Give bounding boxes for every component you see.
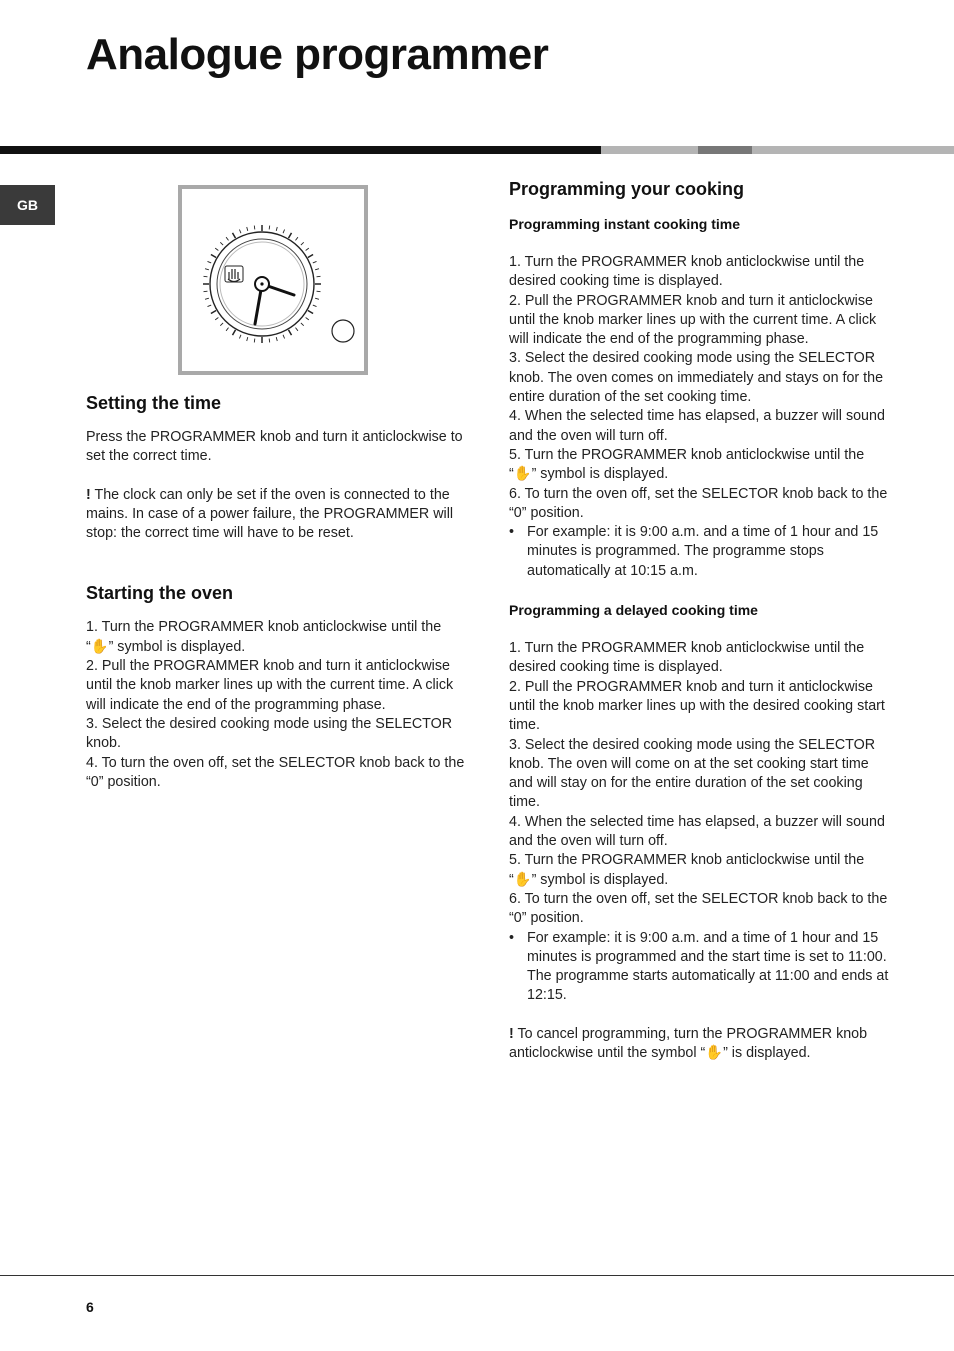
instant-step-1: 1. Turn the PROGRAMMER knob anticlockwise until the desired cooking time is displayed.: [509, 254, 865, 290]
dial-tick: [233, 330, 236, 335]
dial-tick: [215, 317, 218, 319]
hand-symbol-icon: ✋: [513, 871, 532, 888]
dial-tick: [254, 339, 255, 343]
delayed-step-6: 6. To turn the oven off, set the SELECTOR knob back to the “0” position.: [509, 890, 888, 927]
dial-tick: [205, 269, 209, 270]
delayed-step-3: 3. Select the desired cooking mode using the SELECTOR knob. The oven will come on at the set cooking start time and will stay on for the entire duration of the set cooking time.: [509, 736, 876, 811]
dial-center-dot: [260, 282, 263, 285]
bullet-mark: •: [509, 929, 515, 946]
instant-step-5: [509, 446, 889, 485]
dial-tick: [204, 291, 208, 292]
starting-step-2: 2. Pull the PROGRAMMER knob and turn it anticlockwise until the knob marker lines up with the current time. A click will indicate the end of the programming phase.: [86, 658, 454, 713]
step-text: ” symbol is displayed.: [531, 466, 669, 483]
footer-rule: [0, 1275, 954, 1276]
delayed-step-4: 4. When the selected time has elapsed, a buzzer will sound and the oven will turn off.: [509, 813, 885, 850]
header-rule-dark-grey: [698, 146, 752, 154]
dial-tick: [226, 237, 228, 240]
dial-tick: [205, 298, 209, 299]
right-column: [509, 176, 889, 1063]
dial-tick: [207, 261, 211, 263]
example-text: For example: it is 9:00 a.m. and a time of 1 hour and 15 minutes is programmed. The programme stops automatically at 10:15 a.m.: [527, 524, 879, 579]
dial-tick: [301, 323, 304, 326]
delayed-step-5: [509, 851, 889, 890]
step-text: ” symbol is displayed.: [108, 638, 246, 655]
example-text: For example: it is 9:00 a.m. and a time of 1 hour and 15 minutes is programmed and the start time is set to 11:00. The programme starts automatically at 11:00 and ends at 12:15.: [527, 929, 889, 1004]
dial-tick: [308, 311, 313, 314]
step-text: 1. Turn the PROGRAMMER knob anticlockwise until the “: [86, 619, 442, 655]
instant-step-6: 6. To turn the oven off, set the SELECTOR knob back to the “0” position.: [509, 485, 888, 521]
dial-tick: [315, 298, 319, 299]
dial-tick: [220, 242, 223, 245]
instant-example: [509, 523, 889, 581]
dial-tick: [313, 305, 317, 307]
programmer-knob-illustration: [178, 185, 368, 375]
programmer-dial-icon: [182, 189, 364, 371]
step-text: 5. Turn the PROGRAMMER knob anticlockwise until the “: [509, 852, 865, 888]
bullet-mark: •: [509, 524, 515, 541]
dial-tick: [306, 317, 309, 319]
header-rule-black: [0, 146, 601, 154]
dial-tick: [247, 227, 248, 231]
delayed-step-2: 2. Pull the PROGRAMMER knob and turn it anticlockwise until the knob marker lines up with the desired cooking start time.: [509, 678, 885, 734]
step-text: 5. Turn the PROGRAMMER knob anticlockwise until the “: [509, 446, 865, 483]
dial-tick: [315, 269, 319, 270]
language-tab: GB: [0, 185, 55, 225]
dial-tick: [276, 337, 277, 341]
header-rule-grey: [601, 146, 698, 154]
starting-step-3: 3. Select the desired cooking mode using the SELECTOR knob.: [86, 715, 453, 752]
dial-tick: [306, 248, 309, 250]
instant-step-4: 4. When the selected time has elapsed, a buzzer will sound and the oven will turn off.: [509, 408, 885, 444]
dial-tick: [269, 226, 270, 230]
header-rule-grey: [752, 146, 954, 154]
dial-tick: [283, 335, 285, 339]
dial-tick: [276, 227, 277, 231]
dial-tick: [295, 328, 297, 331]
programming-heading: Programming your cooking: [509, 179, 745, 199]
dial-tick: [317, 291, 321, 292]
dial-tick: [295, 237, 297, 240]
left-column: [86, 390, 466, 792]
instant-subheading: Programming instant cooking time: [509, 216, 741, 232]
setting-time-warning: [86, 486, 466, 544]
dial-tick: [239, 335, 241, 339]
cancel-text: To cancel programming, turn the PROGRAMMER knob anticlockwise until the symbol “: [509, 1025, 868, 1061]
hand-symbol-icon: ✋: [513, 466, 532, 483]
dial-tick: [254, 226, 255, 230]
dial-tick: [239, 229, 241, 233]
dial-tick: [215, 248, 218, 250]
dial-tick: [289, 233, 292, 238]
dial-tick: [283, 229, 285, 233]
dial-tick: [226, 328, 228, 331]
warning-mark: !: [86, 486, 91, 503]
dial-tick: [308, 255, 313, 258]
starting-oven-heading: Starting the oven: [86, 583, 234, 604]
warning-text: The clock can only be set if the oven is connected to the mains. In case of a power failure, the PROGRAMMER will stop: the correct time will have to be reset.: [86, 486, 454, 542]
warning-mark: !: [509, 1025, 514, 1042]
step-text: ” symbol is displayed.: [531, 871, 669, 888]
dial-tick: [289, 330, 292, 335]
page-title: Analogue programmer: [86, 30, 549, 79]
page-number: 6: [86, 1299, 94, 1315]
hand-symbol-icon: ✋: [705, 1044, 724, 1061]
dial-tick: [220, 323, 223, 326]
instant-step-2: 2. Pull the PROGRAMMER knob and turn it anticlockwise until the knob marker lines up with the current time. A click will indicate the end of the programming phase.: [509, 292, 877, 348]
dial-tick: [269, 339, 270, 343]
delayed-subheading: Programming a delayed cooking time: [509, 602, 758, 619]
dial-tick: [211, 311, 216, 314]
delayed-example: [509, 929, 889, 1006]
dial-tick: [233, 233, 236, 238]
delayed-step-1: 1. Turn the PROGRAMMER knob anticlockwise until the desired cooking time is displayed.: [509, 640, 865, 676]
hand-symbol-icon: [225, 266, 243, 282]
dial-tick: [211, 255, 216, 258]
instant-step-3: 3. Select the desired cooking mode using the SELECTOR knob. The oven comes on immediately and stays on for the entire duration of the set cooking time.: [509, 350, 884, 406]
dial-tick: [317, 276, 321, 277]
small-knob-icon: [332, 320, 354, 342]
dial-tick: [313, 261, 317, 263]
setting-time-heading: Setting the time: [86, 393, 222, 413]
cancel-note: [509, 1025, 889, 1064]
hand-symbol-icon: ✋: [90, 638, 109, 655]
cancel-text: ” is displayed.: [723, 1044, 811, 1061]
dial-tick: [247, 337, 248, 341]
dial-tick: [207, 305, 211, 307]
setting-time-text: Press the PROGRAMMER knob and turn it anticlockwise to set the correct time.: [86, 429, 463, 465]
starting-step-4: 4. To turn the oven off, set the SELECTOR knob back to the “0” position.: [86, 754, 465, 790]
starting-step-1: [86, 618, 466, 657]
dial-tick: [301, 242, 304, 245]
dial-tick: [204, 276, 208, 277]
